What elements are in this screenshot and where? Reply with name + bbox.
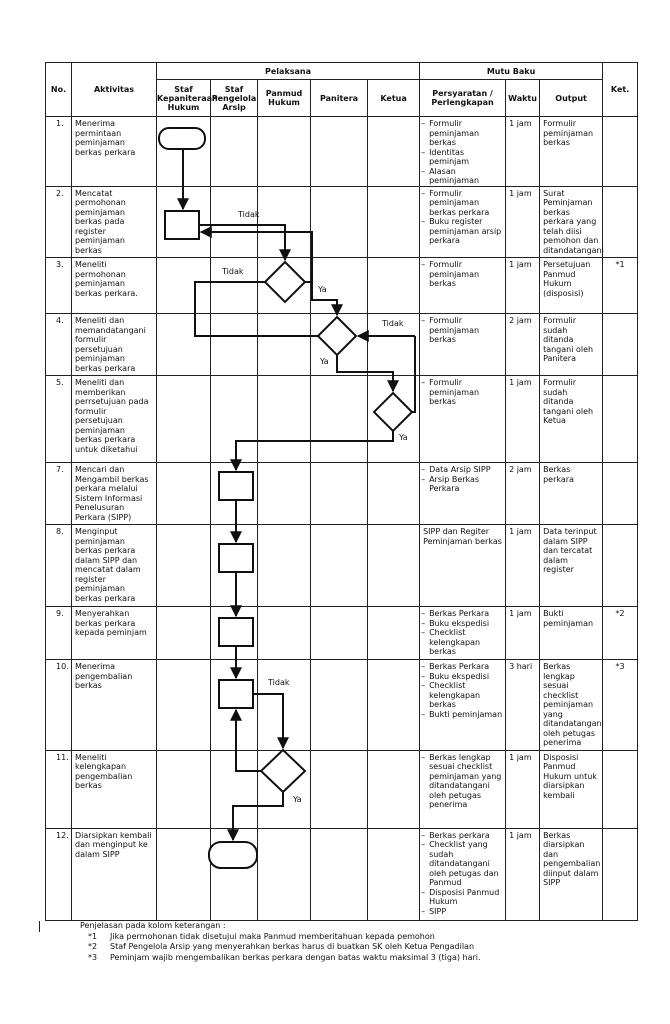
requirement-item: – Identitas peminjam xyxy=(429,148,503,167)
output-text: Berkas perkara xyxy=(543,465,574,484)
requirement-item: – Formulir peminjaman berkas perkara xyxy=(429,189,503,218)
ket-mark xyxy=(603,376,637,378)
requirements-list xyxy=(420,258,505,289)
requirement-item: – Disposisi Panmud Hukum xyxy=(429,888,503,907)
requirements-text: SIPP dan Regiter Peminjaman berkas xyxy=(423,527,502,546)
requirement-item: – Buku register peminjaman arsip perkara xyxy=(429,217,503,246)
ket-mark: *3 xyxy=(615,662,625,671)
ket-mark xyxy=(603,525,637,527)
output-text: Berkas lengkap sesuai checklist peminjaman yang ditandatangani oleh petugas penerima xyxy=(543,662,604,747)
requirements-list xyxy=(420,660,505,719)
ket-mark xyxy=(603,117,637,119)
row-number: 3. xyxy=(56,260,64,269)
requirement-item: – Berkas Perkara xyxy=(429,609,503,619)
note-item xyxy=(80,942,481,953)
actor-lane-cell xyxy=(368,525,420,607)
table-row xyxy=(46,660,638,751)
actor-lane-cell xyxy=(368,607,420,660)
ket-mark xyxy=(603,829,637,831)
actor-lane-cell xyxy=(211,258,258,314)
sop-table xyxy=(45,62,638,921)
header-mutu-baku: Mutu Baku xyxy=(420,63,603,80)
actor-lane-cell xyxy=(258,463,311,525)
time-text: 1 jam xyxy=(509,752,532,762)
time-text: 1 jam xyxy=(509,378,532,387)
activity-text: Menginput peminjaman berkas perkara dalam SIPP dan mencatat dalam register peminjaman berkas perkara xyxy=(75,527,141,603)
activity-text: Meneliti dan memandatangani formulir persetujuan peminjaman berkas perkara xyxy=(75,316,146,373)
output-text: Bukti peminjaman xyxy=(543,609,594,628)
notes-title: Penjelasan pada kolom keterangan : xyxy=(80,921,226,930)
requirement-item: – Alasan peminjaman xyxy=(429,167,503,186)
actor-lane-cell xyxy=(311,660,368,751)
time-text: 1 jam xyxy=(509,119,532,128)
actor-lane-cell xyxy=(211,607,258,660)
label-tidak-3: Tidak xyxy=(222,267,244,276)
actor-lane-cell xyxy=(368,828,420,920)
actor-lane-cell xyxy=(368,314,420,376)
actor-lane-cell xyxy=(311,463,368,525)
header-ket: Ket. xyxy=(603,63,638,117)
requirement-item: – Checklist yang sudah ditandatangani oleh petugas dan Panmud xyxy=(429,840,503,888)
table-row xyxy=(46,828,638,920)
activity-text: Meneliti kelengkapan pengembalian berkas xyxy=(75,752,133,790)
actor-lane-cell xyxy=(311,828,368,920)
actor-lane-cell xyxy=(368,660,420,751)
output-text: Berkas diarsipkan dan pengembalian diinput dalam SIPP xyxy=(543,830,601,887)
time-text: 1 jam xyxy=(509,527,532,536)
activity-text: Meneliti dan memberikan perrsetujuan pada formulir persetujuan peminjaman berkas perkara untuk diketahui xyxy=(75,378,149,454)
actor-lane-cell xyxy=(311,314,368,376)
actor-lane-cell xyxy=(211,463,258,525)
ket-mark xyxy=(603,314,637,316)
header-aktivitas: Aktivitas xyxy=(72,63,157,117)
actor-lane-cell xyxy=(258,376,311,463)
table-row xyxy=(46,117,638,187)
requirement-item: – Formulir peminjaman berkas xyxy=(429,316,503,345)
actor-lane-cell xyxy=(157,660,211,751)
header-pelaksana: Pelaksana xyxy=(157,63,420,80)
actor-lane-cell xyxy=(258,750,311,828)
actor-lane-cell xyxy=(311,186,368,258)
actor-lane-cell xyxy=(258,525,311,607)
row-number: 12. xyxy=(56,830,69,840)
actor-lane-cell xyxy=(258,314,311,376)
actor-lane-cell xyxy=(258,828,311,920)
margin-mark xyxy=(39,921,40,932)
time-text: 3 hari xyxy=(509,662,533,671)
ket-mark xyxy=(603,751,637,753)
header-no: No. xyxy=(46,63,72,117)
requirements-list xyxy=(420,376,505,407)
note-mark: *3 xyxy=(88,952,98,962)
requirement-item: – Berkas Perkara xyxy=(429,662,503,672)
time-text: 1 jam xyxy=(509,830,532,840)
requirement-item: – Checklist kelengkapan berkas xyxy=(429,681,503,710)
actor-lane-cell xyxy=(311,525,368,607)
actor-lane-cell xyxy=(311,376,368,463)
note-text: Jika permohonan tidak disetujui maka Panmud memberitahuan kepada pemohon xyxy=(110,931,435,941)
ket-mark: *1 xyxy=(615,260,625,269)
time-text: 2 jam xyxy=(509,465,532,474)
table-row xyxy=(46,258,638,314)
actor-lane-cell xyxy=(258,117,311,187)
requirement-item: – Formulir peminjaman berkas xyxy=(429,378,503,407)
label-tidak-2: Tidak xyxy=(238,210,260,219)
time-text: 1 jam xyxy=(509,260,532,269)
notes xyxy=(80,921,481,963)
actor-lane-cell xyxy=(258,607,311,660)
table-row xyxy=(46,186,638,258)
header-persyaratan: Persyaratan / Perlengkapan xyxy=(420,80,506,117)
table-row xyxy=(46,525,638,607)
actor-lane-cell xyxy=(368,186,420,258)
actor-lane-cell xyxy=(211,660,258,751)
activity-text: Menerima pengembalian berkas xyxy=(75,662,133,690)
row-number: 5. xyxy=(56,378,64,387)
row-number: 11. xyxy=(56,752,69,762)
actor-lane-cell xyxy=(157,525,211,607)
actor-lane-cell xyxy=(157,117,211,187)
actor-lane-cell xyxy=(157,463,211,525)
ket-mark xyxy=(603,187,637,189)
note-item xyxy=(80,953,481,964)
requirement-item: – SIPP xyxy=(429,907,503,917)
output-text: Formulir peminjaman berkas xyxy=(543,119,594,147)
row-number: 7. xyxy=(56,465,64,474)
actor-staf-kepaniteraan: Staf Kepaniteraan Hukum xyxy=(157,80,211,117)
actor-lane-cell xyxy=(368,117,420,187)
actor-lane-cell xyxy=(157,258,211,314)
actor-lane-cell xyxy=(211,525,258,607)
output-text: Formulir sudah ditanda tangani oleh Panitera xyxy=(543,316,594,363)
row-number: 1. xyxy=(56,119,64,128)
requirement-item: – Buku ekspedisi xyxy=(429,672,503,682)
row-number: 9. xyxy=(56,609,64,618)
actor-lane-cell xyxy=(368,463,420,525)
table-row xyxy=(46,314,638,376)
time-text: 2 jam xyxy=(509,316,532,325)
requirements-list xyxy=(420,117,505,186)
note-mark: *2 xyxy=(88,942,98,951)
table-row xyxy=(46,607,638,660)
row-number: 4. xyxy=(56,316,64,325)
activity-text: Menyerahkan berkas perkara kepada peminjam xyxy=(75,609,147,637)
requirement-item: – Data Arsip SIPP xyxy=(429,465,503,475)
actor-lane-cell xyxy=(258,186,311,258)
actor-lane-cell xyxy=(311,258,368,314)
table-row xyxy=(46,376,638,463)
actor-lane-cell xyxy=(157,750,211,828)
activity-text: Menerima permintaan peminjaman berkas perkara xyxy=(75,119,136,157)
note-text: Peminjam wajib mengembalikan berkas perkara dengan batas waktu maksimal 3 (tiga) hari. xyxy=(110,952,481,962)
table-row xyxy=(46,750,638,828)
output-text: Persetujuan Panmud Hukum (disposisi) xyxy=(543,260,591,298)
actor-lane-cell xyxy=(311,607,368,660)
requirement-item: – Buku ekspedisi xyxy=(429,619,503,629)
label-ya-5: Ya xyxy=(399,433,408,442)
requirements-list xyxy=(420,751,505,810)
output-text: Data terinput dalam SIPP dan tercatat dalam register xyxy=(543,527,597,574)
label-ya-11: Ya xyxy=(293,795,302,804)
actor-staf-arsip: Staf Pengelola Arsip xyxy=(211,80,258,117)
requirement-item: – Formulir peminjaman berkas xyxy=(429,260,503,289)
note-text: Staf Pengelola Arsip yang menyerahkan berkas harus di buatkan SK oleh Ketua Pengadilan xyxy=(110,942,475,951)
actor-lane-cell xyxy=(311,117,368,187)
requirement-item: – Berkas lengkap sesuai checklist peminjaman yang ditandatangani oleh petugas penerima xyxy=(429,753,503,810)
row-number: 8. xyxy=(56,527,64,536)
actor-lane-cell xyxy=(211,750,258,828)
ket-mark xyxy=(603,463,637,465)
note-mark: *1 xyxy=(88,931,98,941)
row-number: 10. xyxy=(56,662,69,671)
actor-lane-cell xyxy=(157,607,211,660)
actor-ketua: Ketua xyxy=(368,80,420,117)
label-ya-4: Ya xyxy=(320,357,329,366)
requirements-list xyxy=(420,463,505,494)
activity-text: Meneliti permohonan peminjaman berkas perkara. xyxy=(75,260,138,298)
output-text: Surat Peminjaman berkas perkara yang telah diisi pemohon dan ditandatangani xyxy=(543,188,604,255)
time-text: 1 jam xyxy=(509,188,532,198)
activity-text: Diarsipkan kembali dan menginput ke dalam SIPP xyxy=(75,830,152,859)
requirement-item: – Checklist kelengkapan berkas xyxy=(429,628,503,657)
requirements-list xyxy=(420,607,505,657)
time-text: 1 jam xyxy=(509,609,532,618)
activity-text: Mencari dan Mengambil berkas perkara melalui Sistem Informasi Penelusuran Perkara (SIPP) xyxy=(75,465,149,522)
requirement-item: – Arsip Berkas Perkara xyxy=(429,475,503,494)
label-tidak-4: Tidak xyxy=(382,319,404,328)
actor-lane-cell xyxy=(211,314,258,376)
requirements-list xyxy=(420,314,505,345)
activity-text: Mencatat permohonan peminjaman berkas pada register peminjaman berkas xyxy=(75,188,126,255)
requirements-list xyxy=(420,187,505,246)
ket-mark: *2 xyxy=(615,609,625,618)
label-ya-3: Ya xyxy=(318,285,327,294)
actor-lane-cell xyxy=(368,376,420,463)
table-row xyxy=(46,463,638,525)
actor-lane-cell xyxy=(211,828,258,920)
note-item xyxy=(80,932,481,943)
actor-lane-cell xyxy=(157,828,211,920)
header-output: Output xyxy=(540,80,603,117)
actor-lane-cell xyxy=(157,376,211,463)
actor-lane-cell xyxy=(258,258,311,314)
output-text: Disposisi Panmud Hukum untuk diarsipkan kembali xyxy=(543,752,597,800)
actor-panmud-hukum: Panmud Hukum xyxy=(258,80,311,117)
actor-lane-cell xyxy=(311,750,368,828)
actor-lane-cell xyxy=(157,314,211,376)
actor-lane-cell xyxy=(211,186,258,258)
requirements-list xyxy=(420,829,505,917)
requirement-item: – Formulir peminjaman berkas xyxy=(429,119,503,148)
output-text: Formulir sudah ditanda tangani oleh Ketua xyxy=(543,378,594,425)
label-tidak-10: Tidak xyxy=(268,678,290,687)
actor-lane-cell xyxy=(258,660,311,751)
row-number: 2. xyxy=(56,188,64,198)
actor-lane-cell xyxy=(157,186,211,258)
actor-lane-cell xyxy=(211,117,258,187)
requirement-item: – Bukti peminjaman xyxy=(429,710,503,720)
header-waktu: Waktu xyxy=(506,80,540,117)
actor-panitera: Panitera xyxy=(311,80,368,117)
actor-lane-cell xyxy=(211,376,258,463)
actor-lane-cell xyxy=(368,750,420,828)
requirement-item: – Berkas perkara xyxy=(429,831,503,841)
actor-lane-cell xyxy=(368,258,420,314)
